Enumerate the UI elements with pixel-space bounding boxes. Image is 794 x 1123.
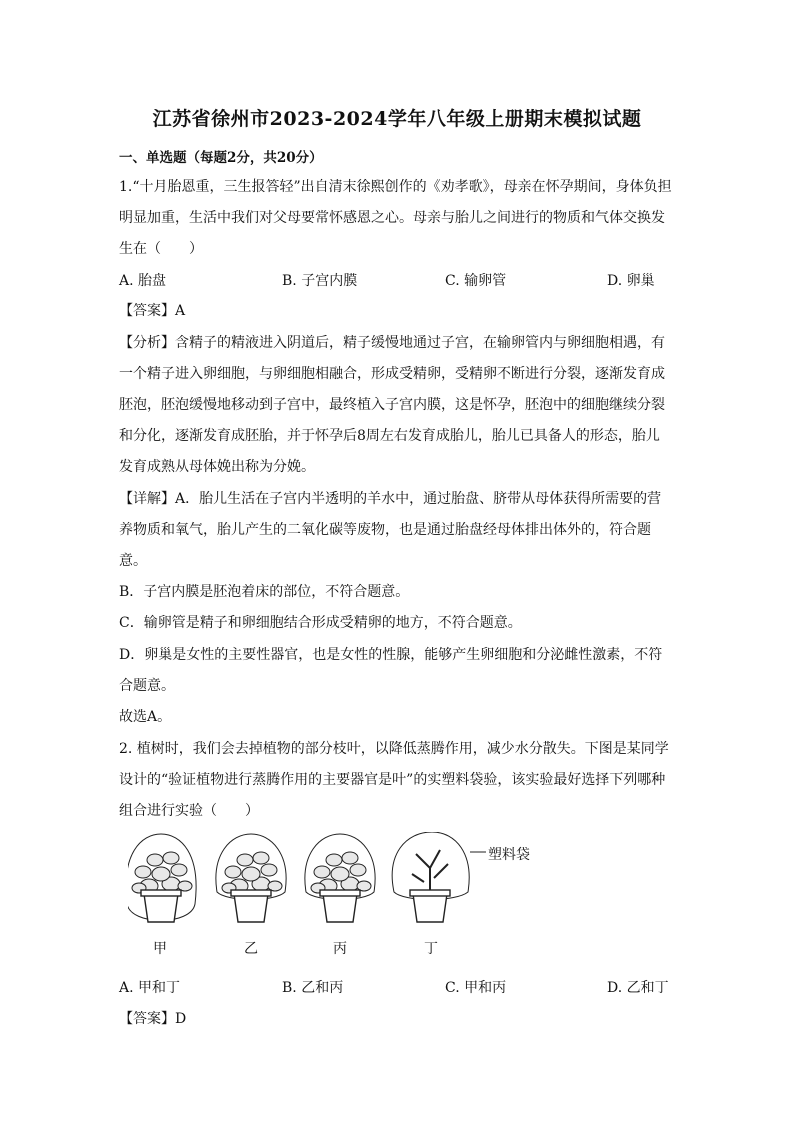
q1-option-b: B. 子宫内膜 [282,273,358,289]
figure-label-jia: 甲 [153,941,167,957]
q2-option-a: A. 甲和丁 [119,980,181,996]
q2-option-c: C. 甲和丙 [445,980,507,996]
q2-answer: 【答案】D [119,1011,187,1027]
q1-option-a: A. 胎盘 [119,273,167,289]
q2-stem-line-1: 2. 植树时，我们会去掉植物的部分枝叶，以降低蒸腾作用，减少水分散失。下图是某同学 [119,741,669,757]
plant-yi [216,834,286,922]
q1-stem-line-3: 生在（ ） [119,241,203,257]
q1-detail-line-1: 【详解】A．胎儿生活在子宫内半透明的羊水中，通过胎盘、脐带从母体获得所需要的营 [119,491,662,507]
plant-ding [392,832,486,922]
figure-label-yi: 乙 [244,941,258,957]
q1-stem-line-1: 1.“十月胎恩重，三生报答轻”出自清末徐熙创作的《劝孝歌》，母亲在怀孕期间，身体负担 [119,179,672,195]
plant-bing [305,834,375,922]
page-title: 江苏省徐州市2023-2024学年八年级上册期末模拟试题 [152,108,642,130]
q1-detail-line-6: D．卵巢是女性的主要性器官，也是女性的性腺，能够产生卵细胞和分泌雌性激素，不符 [119,647,663,663]
q1-analysis-line-3: 胚泡，胚泡缓慢地移动到子宫中，最终植入子宫内膜，这是怀孕，胚泡中的细胞继续分裂 [119,397,665,413]
q1-answer: 【答案】A [119,303,186,319]
q1-detail-line-5: C．输卵管是精子和卵细胞结合形成受精卵的地方，不符合题意。 [119,615,522,631]
q1-analysis-line-2: 一个精子进入卵细胞，与卵细胞相融合，形成受精卵，受精卵不断进行分裂，逐渐发育成 [119,366,665,382]
q2-stem-line-2: 设计的“验证植物进行蒸腾作用的主要器官是叶”的实塑料袋验，该实验最好选择下列哪种 [119,772,666,788]
plant-jia [128,834,196,922]
q1-stem-line-2: 明显加重，生活中我们对父母要常怀感恩之心。母亲与胎儿之间进行的物质和气体交换发 [119,210,665,226]
q1-analysis-line-4: 和分化，逐渐发育成胚胎，并于怀孕后8周左右发育成胎儿，胎儿已具备人的形态，胎儿 [119,428,660,444]
q1-detail-line-2: 养物质和氧气，胎儿产生的二氧化碳等废物，也是通过胎盘经母体排出体外的，符合题 [119,522,651,538]
plant-experiment-figure [128,832,548,962]
q1-analysis-line-1: 【分析】含精子的精液进入阴道后，精子缓慢地通过子宫，在输卵管内与卵细胞相遇，有 [119,335,665,351]
figure-label-ding: 丁 [424,941,438,957]
figure-label-bing: 丙 [333,941,347,957]
q2-option-d: D. 乙和丁 [607,980,669,996]
q1-detail-line-7: 合题意。 [119,678,175,694]
q2-option-b: B. 乙和丙 [282,980,344,996]
q2-stem-line-3: 组合进行实验（ ） [119,803,259,819]
q1-detail-line-3: 意。 [119,553,147,569]
q1-analysis-line-5: 发育成熟从母体娩出称为分娩。 [119,459,315,475]
plastic-bag-label: 塑料袋 [488,847,530,863]
plant-pots-illustration [128,832,548,932]
q1-option-d: D. 卵巢 [607,273,655,289]
q1-option-c: C. 输卵管 [445,273,507,289]
q1-detail-line-4: B．子宫内膜是胚泡着床的部位，不符合题意。 [119,584,410,600]
section-heading: 一、单选题（每题2分，共20分） [119,150,323,166]
q1-detail-line-8: 故选A。 [119,709,172,725]
